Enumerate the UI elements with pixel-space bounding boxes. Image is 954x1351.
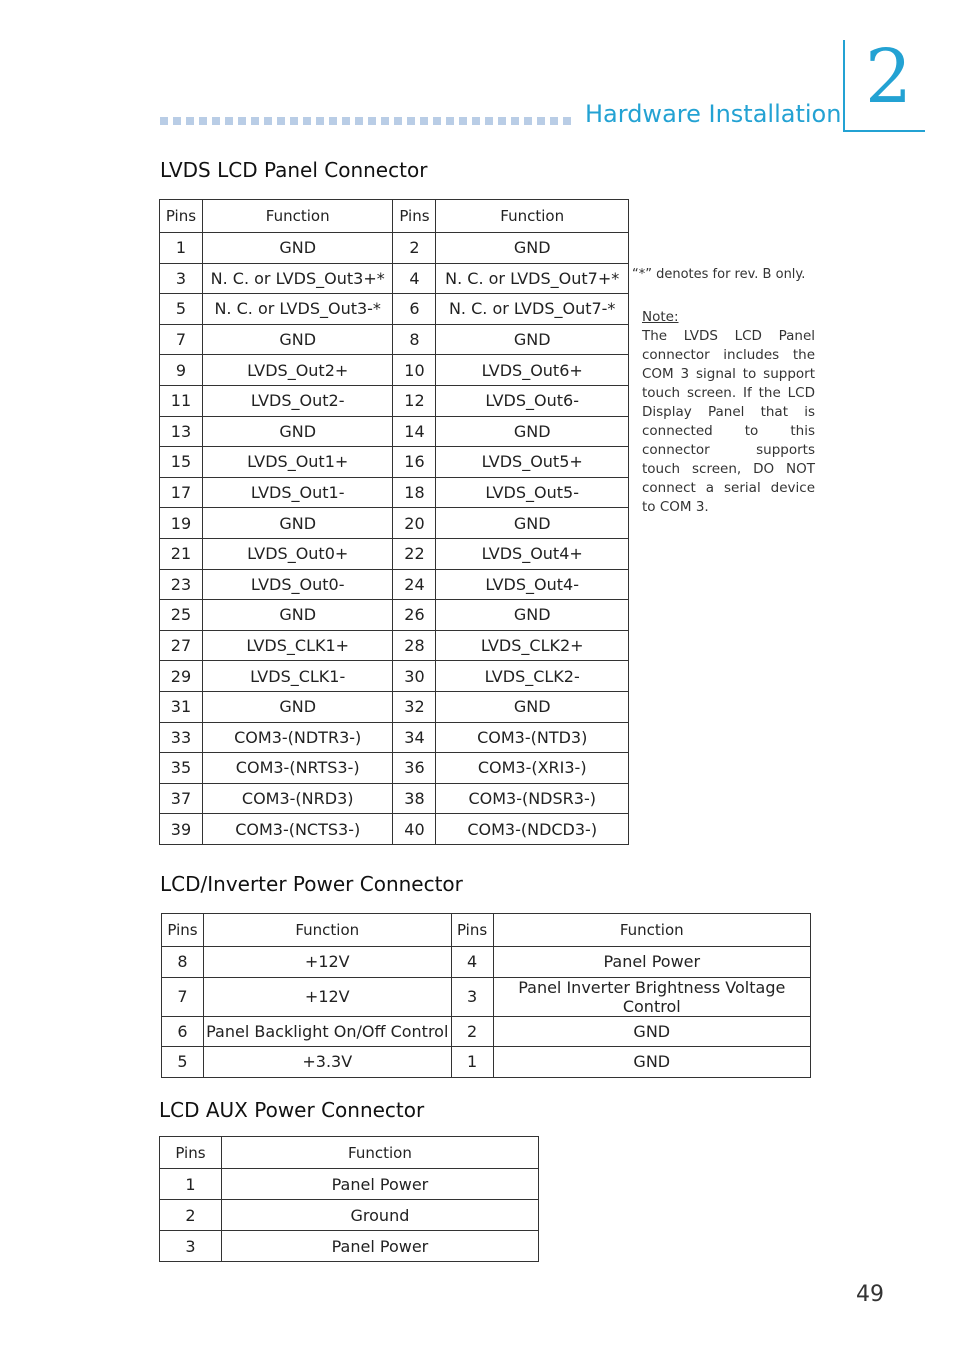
col-header-function: Function <box>221 1137 538 1169</box>
function-cell: Ground <box>221 1200 538 1231</box>
pin-cell: 1 <box>160 233 203 264</box>
function-cell: +3.3V <box>203 1047 451 1078</box>
pin-cell: 13 <box>160 416 203 447</box>
function-cell: LVDS_Out6- <box>436 385 629 416</box>
col-header-pins: Pins <box>160 200 203 233</box>
rule-dot <box>160 117 168 125</box>
function-cell: Panel Power <box>493 947 810 978</box>
pin-cell: 1 <box>451 1047 493 1078</box>
inverter-pin-table <box>161 913 811 1078</box>
function-cell: +12V <box>203 947 451 978</box>
section-title: Hardware Installation <box>585 100 842 128</box>
rule-dot <box>420 117 428 125</box>
col-header-function: Function <box>202 200 393 233</box>
function-cell: COM3-(NRD3) <box>202 783 393 814</box>
function-cell: GND <box>493 1016 810 1047</box>
revision-note: “*” denotes for rev. B only. <box>632 267 806 282</box>
note-text: The LVDS LCD Panel connector includes the COM 3 signal to support touch screen. If the LCD Display Panel that is connected to this connector supports touch screen, DO NOT connect a serial device to COM 3. <box>642 328 815 515</box>
pin-cell: 17 <box>160 477 203 508</box>
rule-dot <box>212 117 220 125</box>
function-cell: COM3-(XRI3-) <box>436 753 629 784</box>
pin-cell: 33 <box>160 722 203 753</box>
rule-dot <box>537 117 545 125</box>
pin-cell: 14 <box>393 416 436 447</box>
rule-dot <box>316 117 324 125</box>
rule-dot <box>225 117 233 125</box>
page-number: 49 <box>856 1282 884 1307</box>
pin-cell: 40 <box>393 814 436 845</box>
pin-cell: 30 <box>393 661 436 692</box>
table-row <box>162 1016 811 1047</box>
table-row <box>160 263 629 294</box>
function-cell: GND <box>202 416 393 447</box>
pin-cell: 22 <box>393 538 436 569</box>
function-cell: LVDS_CLK1+ <box>202 630 393 661</box>
pin-cell: 19 <box>160 508 203 539</box>
rule-dot <box>251 117 259 125</box>
table-row <box>160 447 629 478</box>
lvds-pin-table <box>159 199 629 845</box>
pin-cell: 7 <box>162 977 204 1016</box>
pin-cell: 2 <box>393 233 436 264</box>
pin-cell: 23 <box>160 569 203 600</box>
table-row <box>160 691 629 722</box>
rule-dot <box>264 117 272 125</box>
function-cell: LVDS_Out1- <box>202 477 393 508</box>
pin-cell: 4 <box>451 947 493 978</box>
function-cell: Panel Power <box>221 1169 538 1200</box>
table-row <box>160 722 629 753</box>
function-cell: LVDS_Out5- <box>436 477 629 508</box>
rule-dot <box>368 117 376 125</box>
pin-cell: 11 <box>160 385 203 416</box>
rule-dot <box>394 117 402 125</box>
pin-cell: 24 <box>393 569 436 600</box>
rule-dot <box>199 117 207 125</box>
table-row <box>160 1231 539 1262</box>
rule-dot <box>238 117 246 125</box>
function-cell: GND <box>202 508 393 539</box>
function-cell: COM3-(NDCD3-) <box>436 814 629 845</box>
table-row <box>160 783 629 814</box>
function-cell: N. C. or LVDS_Out7+* <box>436 263 629 294</box>
table-row <box>160 233 629 264</box>
table-row <box>162 1047 811 1078</box>
table-row <box>160 630 629 661</box>
function-cell: LVDS_CLK2- <box>436 661 629 692</box>
function-cell: GND <box>493 1047 810 1078</box>
table-row <box>160 385 629 416</box>
pin-cell: 27 <box>160 630 203 661</box>
function-cell: GND <box>436 600 629 631</box>
function-cell: +12V <box>203 977 451 1016</box>
function-cell: GND <box>436 508 629 539</box>
pin-cell: 8 <box>393 324 436 355</box>
pin-cell: 5 <box>160 294 203 325</box>
function-cell: LVDS_Out0+ <box>202 538 393 569</box>
col-header-pins: Pins <box>451 914 493 947</box>
pin-cell: 4 <box>393 263 436 294</box>
function-cell: Panel Backlight On/Off Control <box>203 1016 451 1047</box>
table-row <box>160 416 629 447</box>
pin-cell: 15 <box>160 447 203 478</box>
rule-dot <box>498 117 506 125</box>
pin-cell: 7 <box>160 324 203 355</box>
pin-cell: 2 <box>451 1016 493 1047</box>
pin-cell: 26 <box>393 600 436 631</box>
function-cell: COM3-(NDTR3-) <box>202 722 393 753</box>
function-cell: LVDS_Out2- <box>202 385 393 416</box>
function-cell: COM3-(NCTS3-) <box>202 814 393 845</box>
table-row <box>160 600 629 631</box>
pin-cell: 9 <box>160 355 203 386</box>
table-row <box>160 508 629 539</box>
note-block <box>642 308 815 517</box>
rule-dot <box>446 117 454 125</box>
col-header-pins: Pins <box>160 1137 222 1169</box>
function-cell: N. C. or LVDS_Out7-* <box>436 294 629 325</box>
rule-dot <box>550 117 558 125</box>
function-cell: GND <box>436 691 629 722</box>
table-row <box>160 477 629 508</box>
table-row <box>160 814 629 845</box>
table-row <box>162 947 811 978</box>
inverter-heading: LCD/Inverter Power Connector <box>160 872 463 896</box>
rule-dot <box>433 117 441 125</box>
table-row <box>162 977 811 1016</box>
table-row <box>160 753 629 784</box>
pin-cell: 31 <box>160 691 203 722</box>
function-cell: GND <box>436 324 629 355</box>
rule-dot <box>342 117 350 125</box>
rule-dot <box>173 117 181 125</box>
rule-dot <box>472 117 480 125</box>
function-cell: LVDS_CLK2+ <box>436 630 629 661</box>
table-row <box>160 324 629 355</box>
note-label: Note: <box>642 309 679 325</box>
function-cell: N. C. or LVDS_Out3-* <box>202 294 393 325</box>
pin-cell: 34 <box>393 722 436 753</box>
pin-cell: 38 <box>393 783 436 814</box>
table-row <box>160 1200 539 1231</box>
function-cell: Panel Power <box>221 1231 538 1262</box>
chapter-number: 2 <box>865 34 913 120</box>
rule-dot <box>485 117 493 125</box>
col-header-pins: Pins <box>162 914 204 947</box>
function-cell: GND <box>202 600 393 631</box>
rule-dot <box>303 117 311 125</box>
function-cell: LVDS_Out5+ <box>436 447 629 478</box>
pin-cell: 21 <box>160 538 203 569</box>
rule-dot <box>407 117 415 125</box>
function-cell: Panel Inverter Brightness Voltage Control <box>493 977 810 1016</box>
rule-dot <box>563 117 571 125</box>
table-row <box>160 294 629 325</box>
pin-cell: 8 <box>162 947 204 978</box>
lvds-heading: LVDS LCD Panel Connector <box>160 158 428 182</box>
rule-dot <box>459 117 467 125</box>
rule-dot <box>186 117 194 125</box>
function-cell: LVDS_Out1+ <box>202 447 393 478</box>
function-cell: LVDS_Out4- <box>436 569 629 600</box>
table-row <box>160 1169 539 1200</box>
col-header-pins: Pins <box>393 200 436 233</box>
pin-cell: 36 <box>393 753 436 784</box>
table-row <box>160 569 629 600</box>
rule-dot <box>329 117 337 125</box>
pin-cell: 20 <box>393 508 436 539</box>
table-row <box>160 661 629 692</box>
pin-cell: 6 <box>162 1016 204 1047</box>
table-row <box>160 538 629 569</box>
pin-cell: 3 <box>451 977 493 1016</box>
function-cell: N. C. or LVDS_Out3+* <box>202 263 393 294</box>
pin-cell: 10 <box>393 355 436 386</box>
rule-dot <box>511 117 519 125</box>
pin-cell: 12 <box>393 385 436 416</box>
header-dotted-rule <box>160 117 576 125</box>
function-cell: COM3-(NRTS3-) <box>202 753 393 784</box>
pin-cell: 28 <box>393 630 436 661</box>
function-cell: GND <box>202 691 393 722</box>
function-cell: GND <box>202 233 393 264</box>
pin-cell: 3 <box>160 1231 222 1262</box>
pin-cell: 39 <box>160 814 203 845</box>
function-cell: LVDS_Out6+ <box>436 355 629 386</box>
col-header-function: Function <box>493 914 810 947</box>
aux-pin-table <box>159 1136 539 1262</box>
pin-cell: 1 <box>160 1169 222 1200</box>
function-cell: LVDS_Out4+ <box>436 538 629 569</box>
pin-cell: 35 <box>160 753 203 784</box>
rule-dot <box>381 117 389 125</box>
pin-cell: 18 <box>393 477 436 508</box>
function-cell: GND <box>436 416 629 447</box>
rule-dot <box>355 117 363 125</box>
col-header-function: Function <box>436 200 629 233</box>
aux-heading: LCD AUX Power Connector <box>159 1098 425 1122</box>
pin-cell: 5 <box>162 1047 204 1078</box>
pin-cell: 16 <box>393 447 436 478</box>
table-row <box>160 355 629 386</box>
function-cell: GND <box>202 324 393 355</box>
rule-dot <box>524 117 532 125</box>
function-cell: LVDS_Out0- <box>202 569 393 600</box>
rule-dot <box>277 117 285 125</box>
pin-cell: 32 <box>393 691 436 722</box>
function-cell: LVDS_CLK1- <box>202 661 393 692</box>
pin-cell: 37 <box>160 783 203 814</box>
rule-dot <box>290 117 298 125</box>
pin-cell: 25 <box>160 600 203 631</box>
pin-cell: 29 <box>160 661 203 692</box>
pin-cell: 6 <box>393 294 436 325</box>
function-cell: COM3-(NTD3) <box>436 722 629 753</box>
pin-cell: 3 <box>160 263 203 294</box>
pin-cell: 2 <box>160 1200 222 1231</box>
function-cell: COM3-(NDSR3-) <box>436 783 629 814</box>
function-cell: LVDS_Out2+ <box>202 355 393 386</box>
col-header-function: Function <box>203 914 451 947</box>
function-cell: GND <box>436 233 629 264</box>
